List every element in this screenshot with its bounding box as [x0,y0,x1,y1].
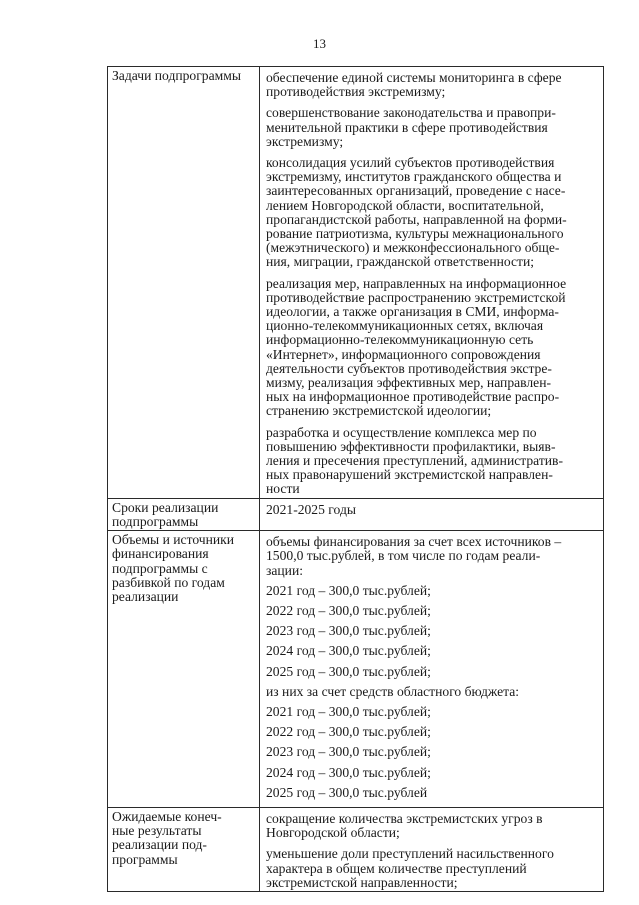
row-label-cell [108,67,260,499]
label-line: Сроки реализации [112,499,219,515]
row-content-cell [260,807,604,891]
text-line: зации: [266,562,304,578]
label-line: финансирования [112,546,209,562]
text-line: совершенствование законодательства и правопри- [266,105,556,121]
task-paragraph [266,277,599,419]
funding-year-line: 2022 год – 300,0 тыс.рублей; [266,602,431,618]
text-line: характера в общем количестве преступлений [266,860,527,876]
funding-year-line: 2023 год – 300,0 тыс.рублей; [266,744,431,760]
table-row [108,498,604,530]
page-number: 13 [313,36,326,51]
label-line: программы [112,851,178,867]
text-line: ционно-телекоммуникационных сетях, включая [266,318,544,334]
text-line: экстремизму; [266,133,344,149]
text-line: ных правонарушений экстремистской направлен- [266,467,553,483]
text-line: мизму, реализация эффективных мер, направлен- [266,375,552,391]
text-line: противодействия экстремизму; [266,84,446,100]
funding-year-line: 2023 год – 300,0 тыс.рублей; [266,623,431,639]
text-line: экстремистской направленности; [266,874,458,890]
text-line: уменьшение доли преступлений насильственного [266,846,554,862]
text-line: деятельности субъектов противодействия экстре- [266,360,552,376]
text-line: обеспечение единой системы мониторинга в сфере [266,70,562,85]
text-line: ных на информационное противодействие распро- [266,389,560,405]
text-line: 2021-2025 годы [266,501,356,517]
table-row [108,67,604,499]
label-line: разбивкой по годам [112,574,225,590]
table-row [108,531,604,808]
period-paragraph [266,503,599,517]
text-line: экстремизму, институтов гражданского общества и [266,169,562,185]
text-line: сокращение количества экстремистских угроз в [266,810,543,826]
text-line: 1500,0 тыс.рублей, в том числе по годам реали- [266,548,541,564]
row-content-cell [260,67,604,499]
text-line: ности [266,481,300,497]
funding-year-line: 2024 год – 300,0 тыс.рублей; [266,764,431,780]
task-paragraph [266,106,599,149]
row-label [112,501,255,529]
label-line: подпрограммы [112,513,199,529]
text-line: консолидация усилий субъектов противодействия [266,155,555,171]
text-line: Новгородской области; [266,825,400,841]
funding-year-line: 2021 год – 300,0 тыс.рублей; [266,582,431,598]
label-line: Объемы и источники [112,532,235,548]
label-line: реализации [112,588,179,604]
label-line: ные результаты [112,823,202,839]
text-line: странению экстремистской идеологии; [266,403,492,419]
label-line: реализации под- [112,837,207,853]
text-line: ния, миграции, гражданской ответственности; [266,254,535,270]
table-row [108,807,604,891]
funding-year-line: 2024 год – 300,0 тыс.рублей; [266,643,431,659]
label-line: Задачи подпрограммы [112,68,241,83]
task-paragraph [266,71,599,99]
label-line: подпрограммы с [112,560,208,576]
text-line: ления и пресечения преступлений, административ- [266,453,564,469]
text-line: (межэтнического) и межконфессионального обще- [266,240,560,256]
funding-subheading: из них за счет средств областного бюджета: [266,683,520,699]
funding-year-line: 2025 год – 300,0 тыс.рублей [266,784,428,800]
label-line: Ожидаемые конеч- [112,808,222,824]
funding-year-line: 2022 год – 300,0 тыс.рублей; [266,724,431,740]
result-paragraph [266,812,599,840]
row-label [112,69,255,83]
row-label-cell [108,807,260,891]
text-line: рование патриотизма, культуры межнационального [266,226,564,242]
text-line: повышению эффективности профилактики, выяв- [266,438,556,454]
text-line: заинтересованных организаций, проведение с насе- [266,183,566,199]
text-line: менительной практики в сфере противодействия [266,119,548,135]
text-line: реализация мер, направленных на информационное [266,275,567,291]
row-label-cell [108,498,260,530]
text-line: информационно-телекоммуникационную сеть [266,332,534,348]
subprogram-passport-table [107,66,604,892]
row-label [112,533,255,604]
text-line: пропагандистской работы, направленной на форми- [266,211,567,227]
row-label-cell [108,531,260,808]
row-label [112,810,255,867]
funding-year-line: 2025 год – 300,0 тыс.рублей; [266,663,431,679]
task-paragraph [266,156,599,270]
funding-paragraph [266,535,599,578]
text-line: разработка и осуществление комплекса мер по [266,424,537,440]
result-paragraph [266,847,599,890]
row-content-cell [260,498,604,530]
text-line: объемы финансирования за счет всех источников – [266,534,562,550]
text-line: идеологии, а также организация в СМИ, информа- [266,304,559,320]
text-line: лением Новгородской области, воспитательной, [266,197,544,213]
funding-year-line: 2021 год – 300,0 тыс.рублей; [266,703,431,719]
task-paragraph [266,426,599,497]
text-line: противодействие распространению экстремистской [266,289,566,305]
row-content-cell [260,531,604,808]
text-line: «Интернет», информационного сопровождения [266,346,541,362]
